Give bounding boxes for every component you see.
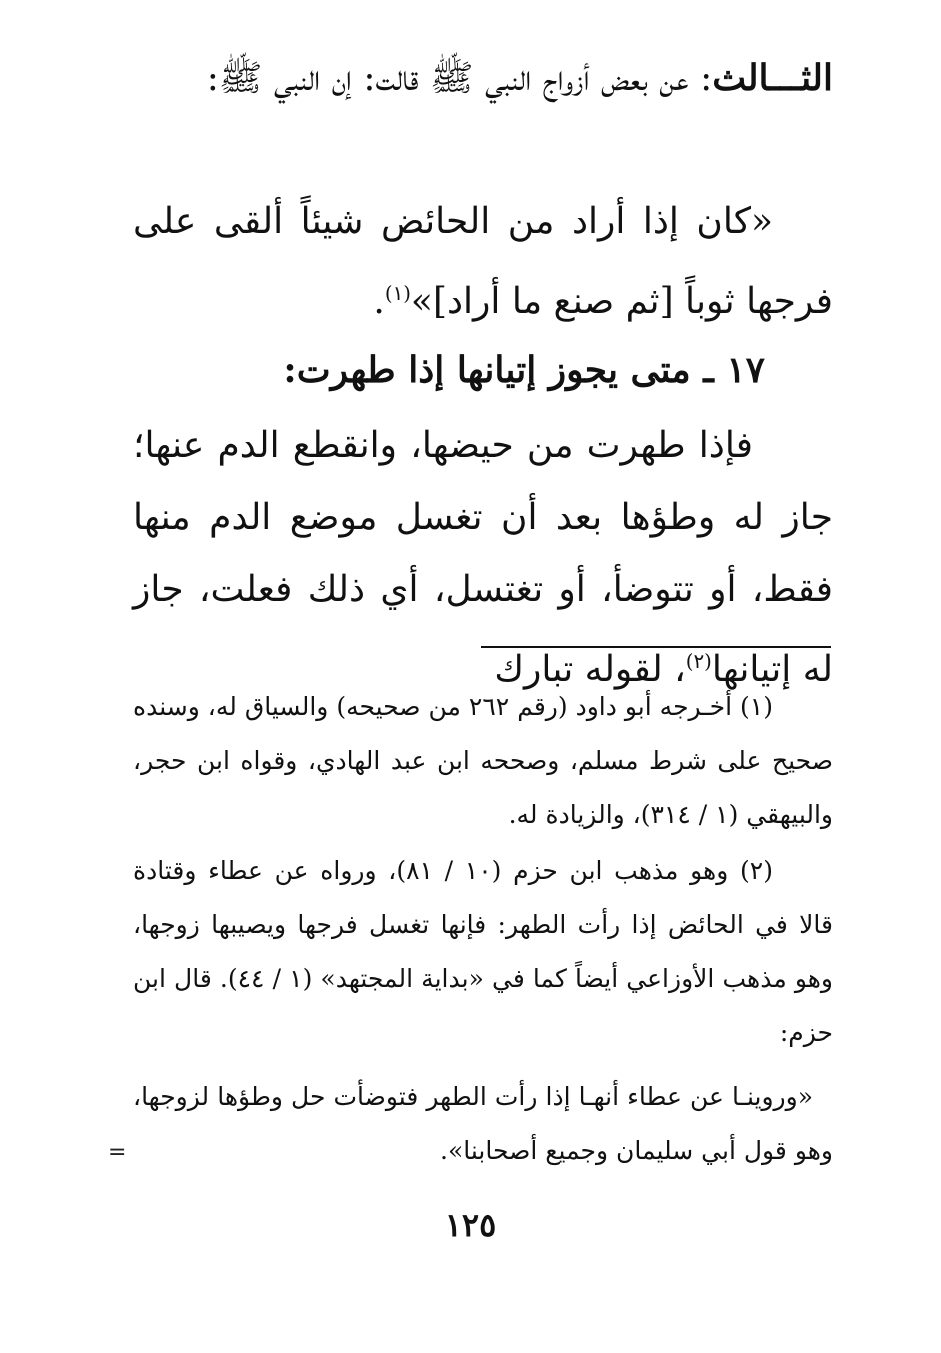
paragraph-third-narration — [133, 42, 833, 115]
section-heading: ١٧ ـ متى يجوز إتيانها إذا طهرت: — [283, 349, 765, 391]
footnote-1: (١) أخـرجه أبو داود (رقم ٢٦٢ من صحيحه) والسياق له، وسنده صحيح على شرط مسلم، وصححه ابن عبد الهادي، وقواه ابن حجر، والبيهقي (١ / ٣١٤)، والزيادة له. — [133, 692, 833, 829]
paragraph-ruling — [133, 410, 833, 706]
page-number: ١٢٥ — [444, 1206, 497, 1244]
footnote-reference: (١) — [384, 282, 411, 305]
paragraph-lead-word: الثـــالث — [712, 57, 833, 99]
paragraph-hadith-quote — [133, 186, 833, 338]
footnote-separator — [481, 646, 831, 648]
continuation-mark: = — [108, 1140, 127, 1165]
ruling-text: فإذا طهرت من حيضها، وانقطع الدم عنها؛ جاز له وطؤها بعد أن تغسل موضع الدم منها فقط، أو تتوضأ، أو تغتسل، أي ذلك فعلت، جاز له إتيانها — [133, 425, 833, 690]
footnote-2-quote: «وروينـا عن عطاء أنهـا إذا رأت الطهر فتوضأت حل وطؤها لزوجها، وهو قول أبي سليمان وجميع أصحابنا». — [133, 1082, 833, 1165]
hadith-text: «كان إذا أراد من الحائض شيئاً ألقى على فرجها ثوباً [ثم صنع ما أراد]» — [133, 201, 833, 322]
paragraph-text: : عن بعض أزواج النبي ﷺ قالت: إن النبي ﷺ: — [206, 58, 713, 99]
sentence-end: . — [373, 281, 385, 322]
footnote-reference: (٢) — [685, 650, 712, 673]
footnote-2: (٢) وهو مذهب ابن حزم (١٠ / ٨١)، ورواه عن عطاء وقتادة قالا في الحائض إذا رأت الطهر: فإنها تغسل فرجها ويصيبها زوجها، وهو مذهب الأوزاعي أيضاً كما في «بداية المجتهد» (١ / ٤٤). قال ابن حزم: — [133, 856, 833, 1047]
ruling-text-continuation: ، لقوله تبارك — [494, 649, 686, 690]
